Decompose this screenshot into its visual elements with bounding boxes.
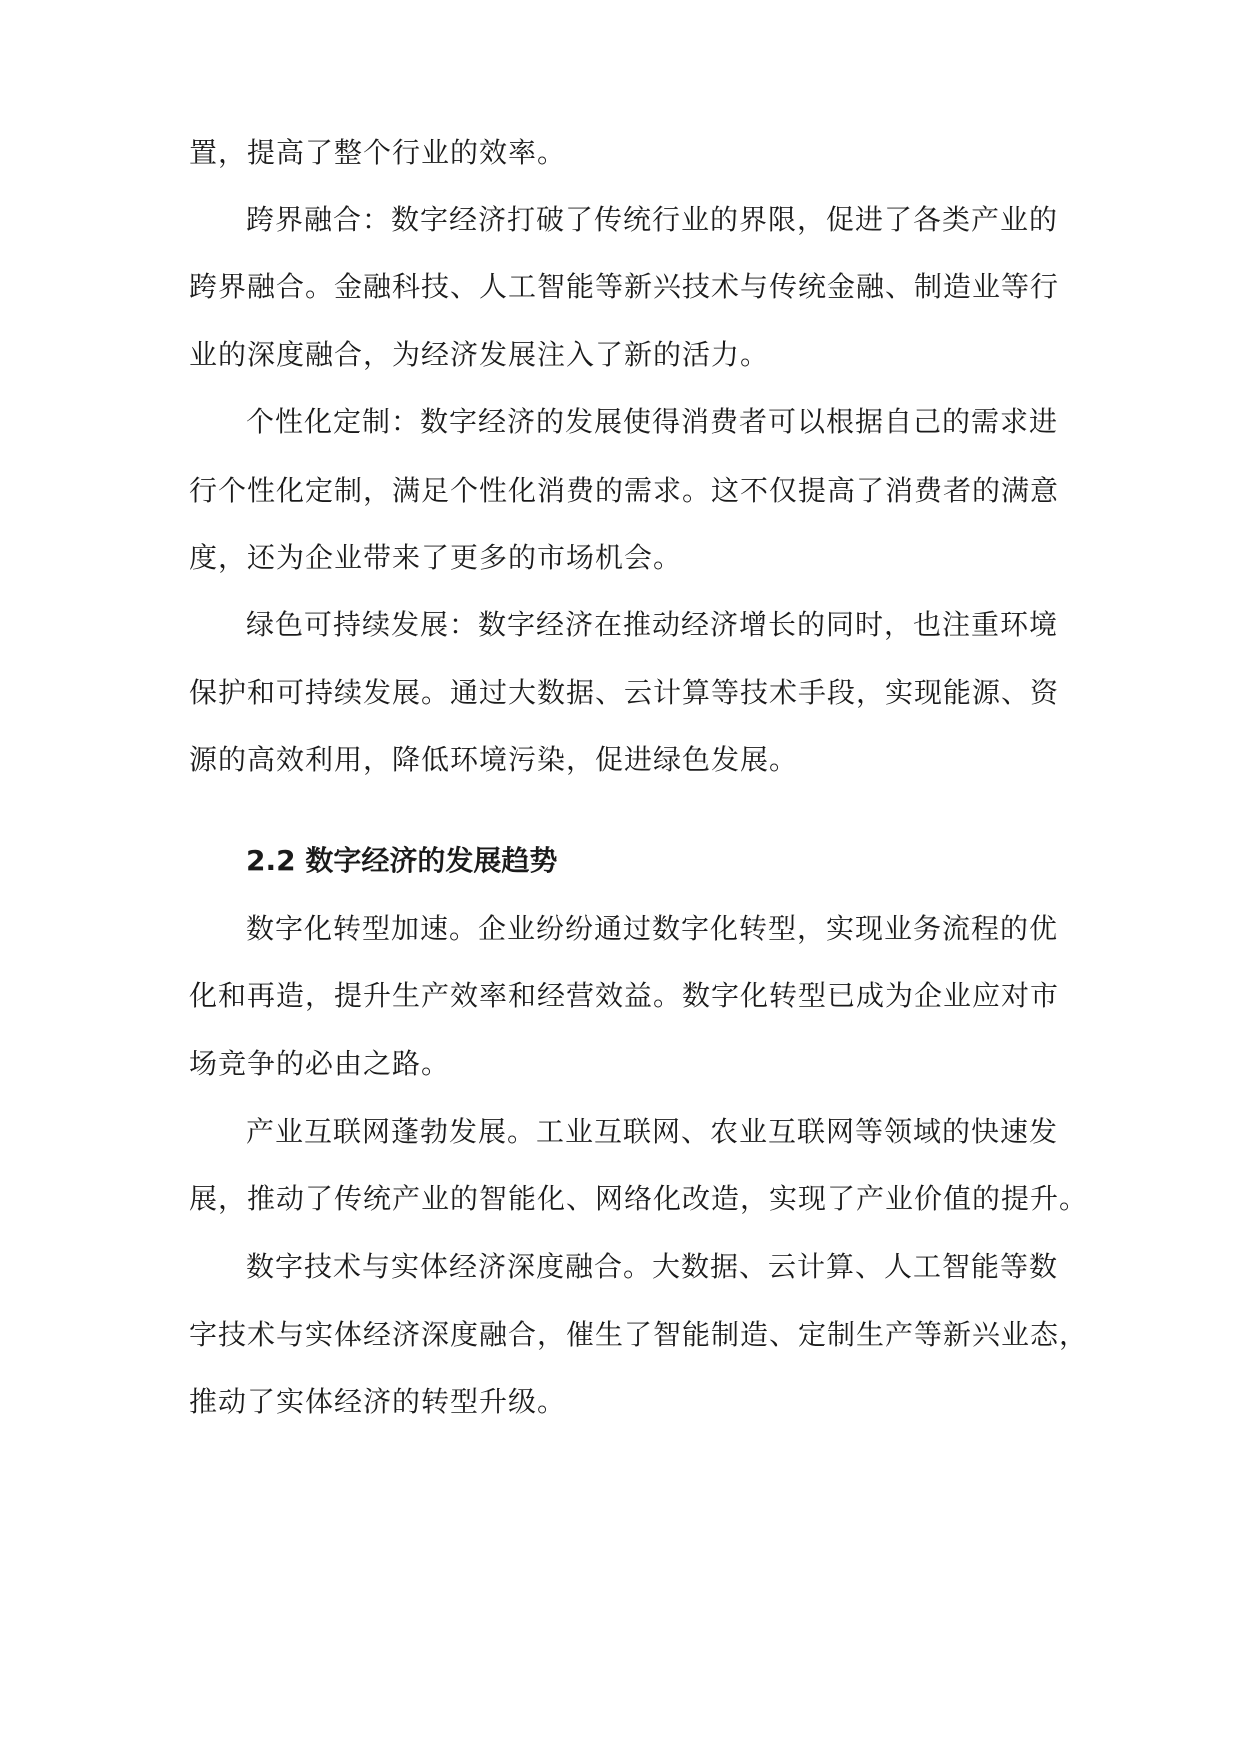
paragraph-line: 字技术与实体经济深度融合，催生了智能制造、定制生产等新兴业态，	[189, 1318, 1089, 1351]
paragraph-line: 保护和可持续发展。通过大数据、云计算等技术手段，实现能源、资	[189, 676, 1060, 709]
paragraph-line: 源的高效利用，降低环境污染，促进绿色发展。	[189, 743, 799, 776]
paragraph-line: 业的深度融合，为经济发展注入了新的活力。	[189, 338, 770, 371]
paragraph-line: 产业互联网蓬勃发展。工业互联网、农业互联网等领域的快速发	[246, 1115, 1059, 1148]
paragraph-line: 跨界融合：数字经济打破了传统行业的界限，促进了各类产业的	[246, 203, 1059, 236]
paragraph-line: 个性化定制：数字经济的发展使得消费者可以根据自己的需求进	[246, 405, 1059, 438]
paragraph-line: 绿色可持续发展：数字经济在推动经济增长的同时，也注重环境	[246, 608, 1059, 641]
paragraph-line: 场竞争的必由之路。	[189, 1047, 451, 1080]
paragraph-line: 跨界融合。金融科技、人工智能等新兴技术与传统金融、制造业等行	[189, 270, 1060, 303]
paragraph-line: 行个性化定制，满足个性化消费的需求。这不仅提高了消费者的满意	[189, 474, 1060, 507]
paragraph-line: 数字技术与实体经济深度融合。大数据、云计算、人工智能等数	[246, 1250, 1059, 1283]
paragraph-line: 化和再造，提升生产效率和经营效益。数字化转型已成为企业应对市	[189, 979, 1060, 1012]
paragraph-line: 数字化转型加速。企业纷纷通过数字化转型，实现业务流程的优	[246, 912, 1059, 945]
paragraph-line: 推动了实体经济的转型升级。	[189, 1385, 567, 1418]
paragraph-line: 度，还为企业带来了更多的市场机会。	[189, 541, 683, 574]
paragraph-line: 展，推动了传统产业的智能化、网络化改造，实现了产业价值的提升。	[189, 1182, 1089, 1215]
section-heading: 2.2 数字经济的发展趋势	[246, 844, 558, 877]
paragraph-line: 置，提高了整个行业的效率。	[189, 136, 567, 169]
